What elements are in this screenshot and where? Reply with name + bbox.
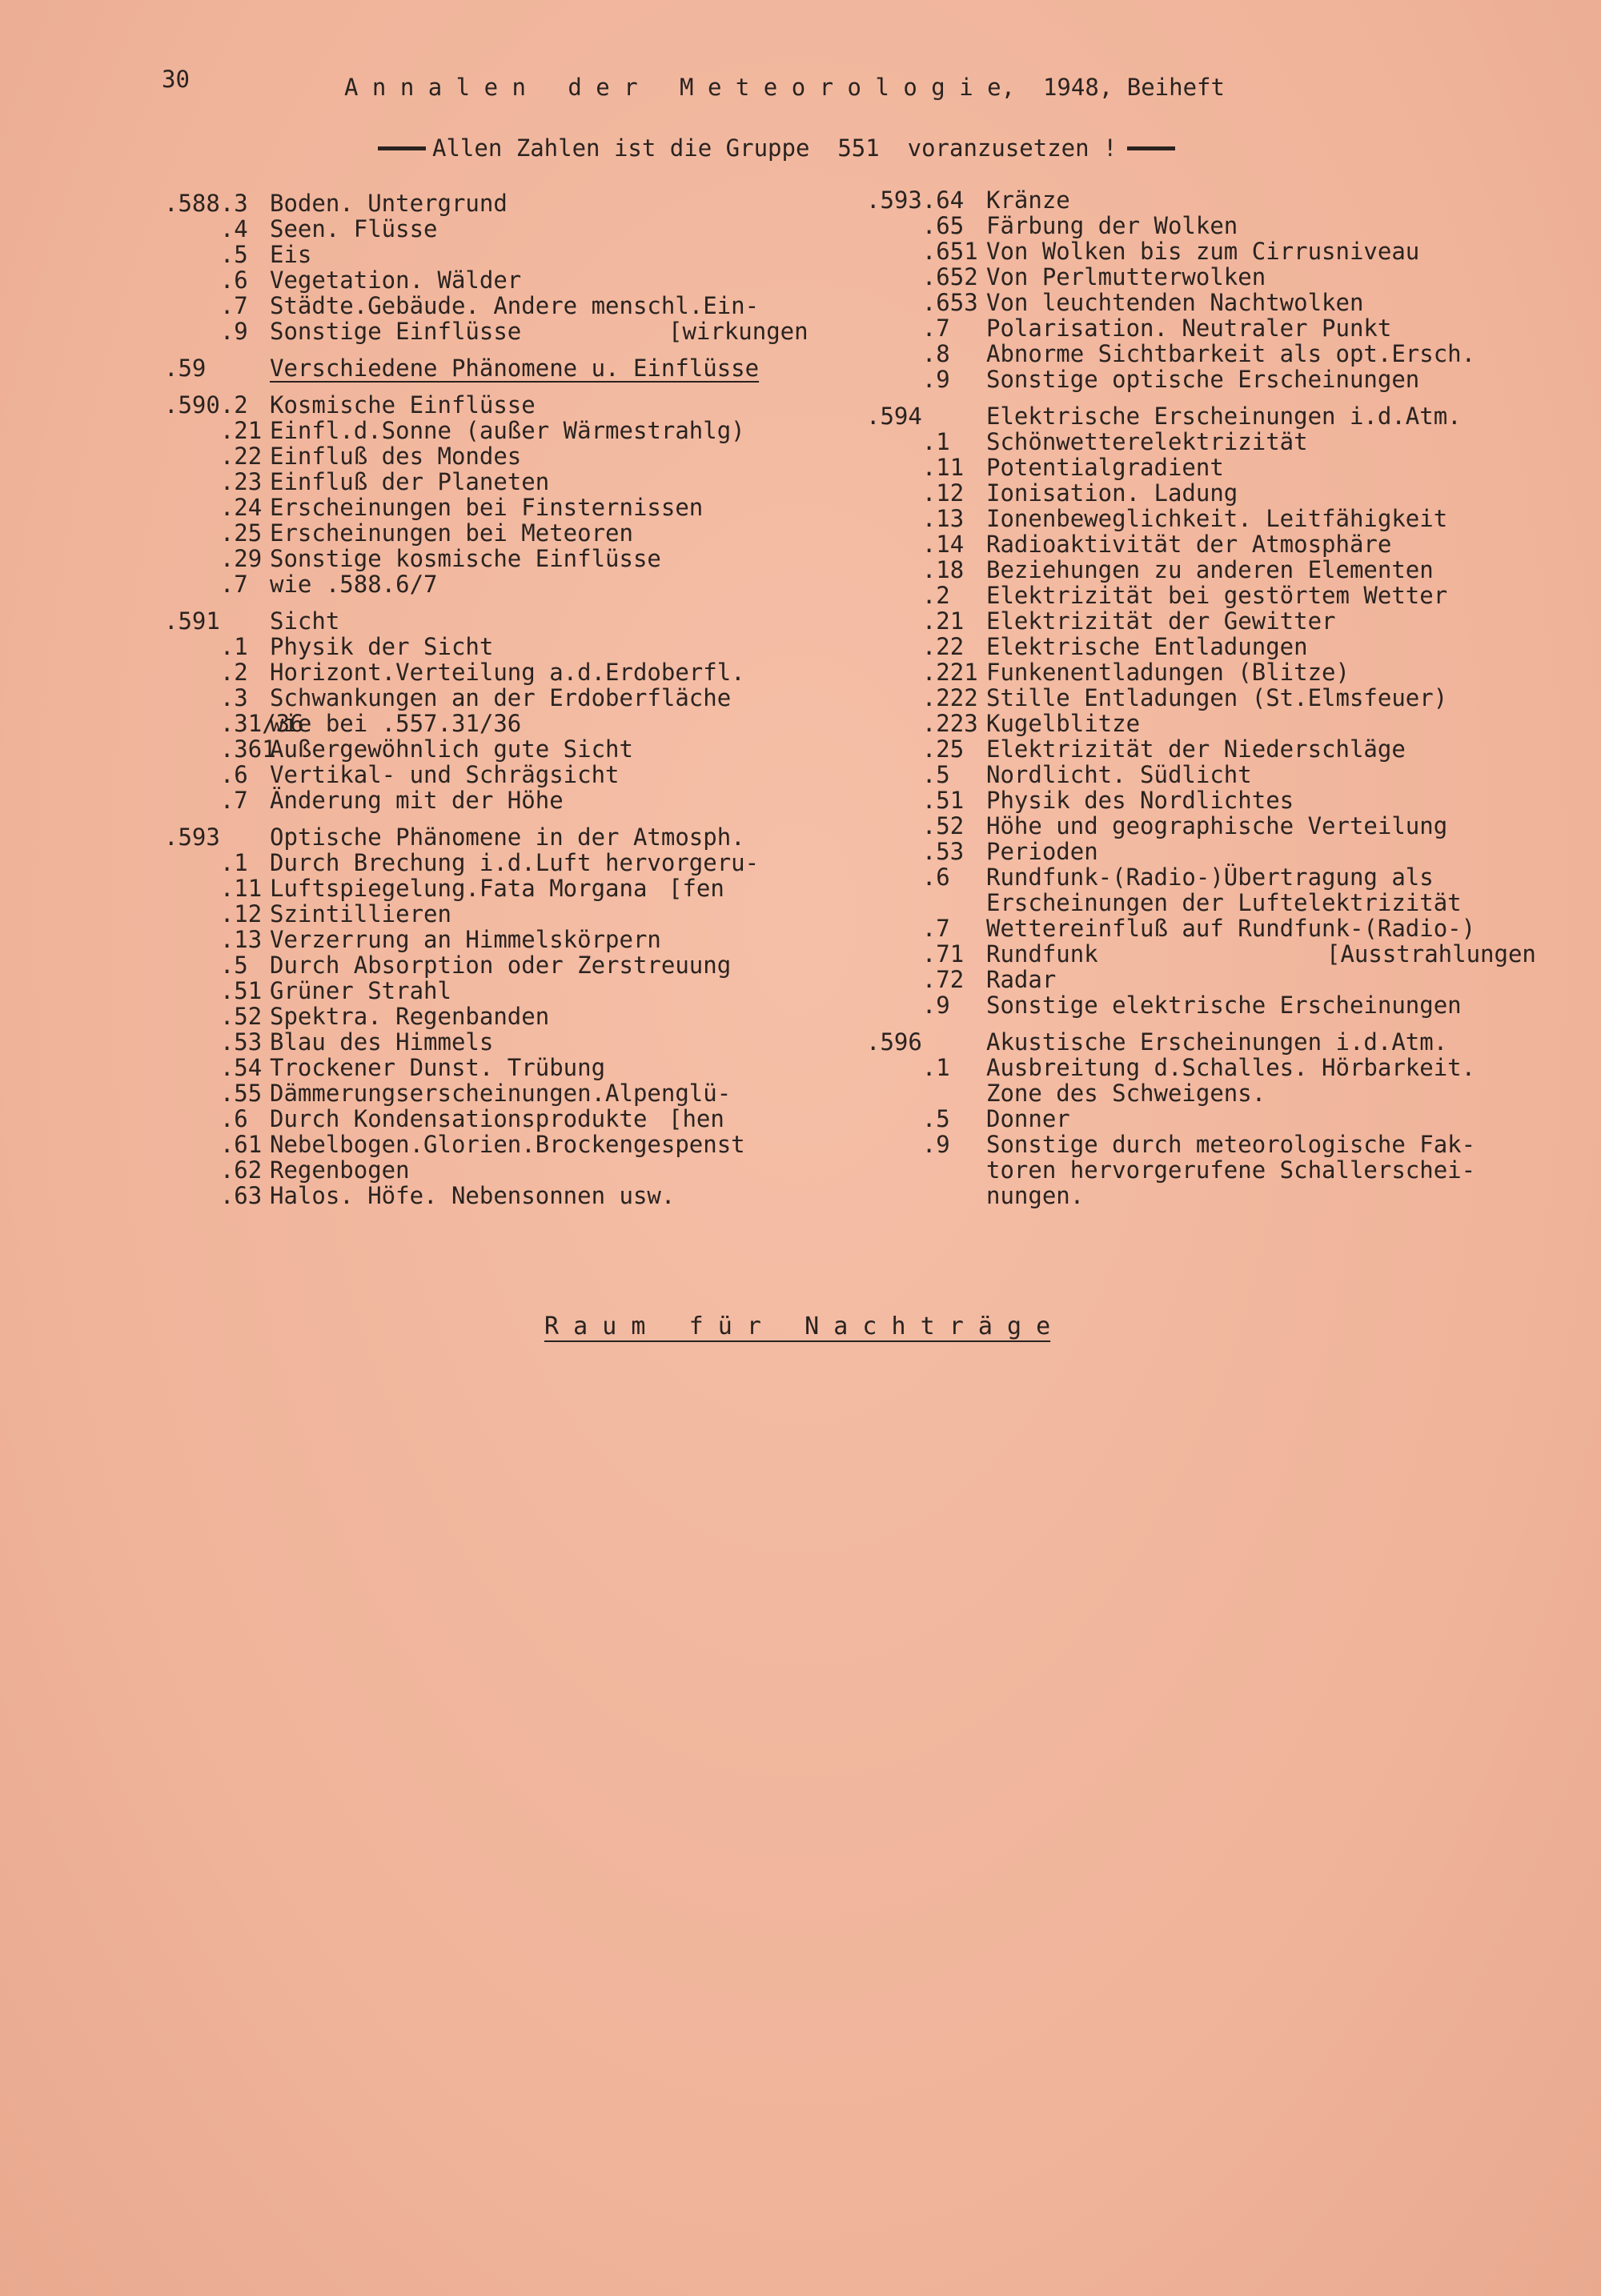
index-entry	[164, 1183, 829, 1208]
index-entry	[866, 403, 1531, 429]
index-entry	[866, 813, 1531, 839]
entry-code: .593	[164, 823, 220, 851]
entry-text: Erscheinungen bei Finsternissen	[270, 494, 704, 521]
entry-text: Von Wolken bis zum Cirrusniveau	[986, 238, 1420, 265]
section-gap	[164, 813, 829, 824]
entry-code: .21	[866, 607, 965, 635]
entry-text: Halos. Höfe. Nebensonnen usw.	[270, 1182, 676, 1209]
entry-text: Von Perlmutterwolken	[986, 263, 1266, 291]
entry-code: .4	[164, 215, 248, 242]
entry-text: Erscheinungen der Luftelektrizität	[986, 889, 1462, 916]
entry-code: .63	[164, 1182, 263, 1209]
running-title: A n n a l e n d e r M e t e o r o l o g i e, 1948, Beiheft	[344, 74, 1225, 101]
entry-text: Änderung mit der Höhe	[270, 787, 564, 814]
entry-text: Seen. Flüsse	[270, 215, 438, 242]
entry-text: Dämmerungserscheinungen.Alpenglü-	[270, 1080, 732, 1107]
entry-continuation: [fen	[668, 875, 724, 902]
entry-text: Polarisation. Neutraler Punkt	[986, 315, 1392, 342]
entry-code: .1	[164, 849, 248, 876]
entry-code: .7	[164, 787, 248, 814]
index-entry	[164, 850, 829, 876]
entry-code: .51	[164, 977, 263, 1004]
entry-text: Kosmische Einflüsse	[270, 391, 536, 419]
index-entry	[164, 469, 829, 495]
entry-code: .62	[164, 1156, 263, 1184]
entry-code: .1	[866, 1054, 950, 1081]
entry-code: .24	[164, 494, 263, 521]
entry-code: .13	[164, 926, 263, 953]
entry-text: Boden. Untergrund	[270, 190, 508, 217]
section-gap	[164, 597, 829, 608]
entry-code: .71	[866, 940, 965, 968]
index-entry	[866, 264, 1531, 290]
index-entry	[866, 1106, 1531, 1132]
entry-text: wie bei .557.31/36	[270, 710, 522, 737]
entry-code: .590.2	[164, 391, 248, 419]
index-entry	[164, 495, 829, 520]
index-entry	[164, 685, 829, 711]
index-entry	[866, 315, 1531, 341]
index-entry	[164, 242, 829, 267]
entry-code: .11	[866, 454, 965, 481]
entry-text: Perioden	[986, 838, 1098, 865]
entry-code: .51	[866, 787, 965, 814]
index-entry	[866, 1183, 1531, 1208]
section-gap	[866, 392, 1531, 403]
index-entry	[866, 1132, 1531, 1157]
entry-code: .54	[164, 1054, 263, 1081]
entry-code: .6	[164, 266, 248, 294]
index-entry	[164, 634, 829, 659]
index-entry	[164, 1157, 829, 1183]
entry-text: Physik des Nordlichtes	[986, 787, 1294, 814]
index-entry	[866, 187, 1531, 213]
entry-code: .596	[866, 1028, 922, 1056]
entry-text: Ionenbeweglichkeit. Leitfähigkeit	[986, 505, 1448, 532]
entry-text: Szintillieren	[270, 900, 451, 928]
index-entry	[866, 1055, 1531, 1080]
entry-code: .223	[866, 710, 978, 737]
entry-code: .651	[866, 238, 978, 265]
index-entry	[866, 736, 1531, 762]
entry-code: .361	[164, 735, 276, 763]
right-column	[866, 186, 1536, 1209]
entry-code: .653	[866, 289, 978, 316]
entry-text: Von leuchtenden Nachtwolken	[986, 289, 1364, 316]
entry-text: Elektrizität der Gewitter	[986, 607, 1336, 635]
entry-text: Verzerrung an Himmelskörpern	[270, 926, 661, 953]
index-entry	[164, 1004, 829, 1029]
index-entry	[164, 787, 829, 813]
index-entry	[164, 1132, 829, 1157]
index-entry	[866, 940, 1536, 968]
entry-text: Luftspiegelung.Fata Morgana	[270, 875, 648, 902]
entry-text: Verschiedene Phänomene u. Einflüsse	[270, 355, 760, 382]
entry-text: Donner	[986, 1105, 1070, 1132]
entry-text: Ionisation. Ladung	[986, 479, 1238, 507]
index-entry	[866, 290, 1531, 315]
entry-code: .5	[164, 952, 248, 979]
entry-text: Elektrische Entladungen	[986, 633, 1308, 660]
index-entry	[866, 1157, 1531, 1183]
entry-code: .6	[164, 761, 248, 788]
index-entry	[164, 418, 829, 443]
entry-code: .61	[164, 1131, 263, 1158]
entry-text: Außergewöhnlich gute Sicht	[270, 735, 633, 763]
index-entry	[866, 711, 1531, 736]
entry-text: toren hervorgerufene Schallerschei-	[986, 1156, 1476, 1184]
index-entry	[164, 443, 829, 469]
index-entry	[164, 392, 829, 418]
entry-text: Rundfunk-(Radio-)Übertragung als	[986, 864, 1434, 891]
entry-continuation: [Ausstrahlungen	[1326, 940, 1536, 968]
section-gap	[866, 1018, 1531, 1029]
entry-code: .3	[164, 684, 248, 711]
entry-code: .12	[866, 479, 965, 507]
entry-code: .65	[866, 212, 965, 239]
entry-code: .222	[866, 684, 978, 711]
entry-code: .72	[866, 966, 965, 993]
entry-code: .52	[164, 1003, 263, 1030]
entry-text: Höhe und geographische Verteilung	[986, 812, 1448, 839]
entry-text: Akustische Erscheinungen i.d.Atm.	[986, 1028, 1448, 1056]
index-entry	[866, 238, 1531, 264]
index-entry	[866, 455, 1531, 480]
entry-code: .588.3	[164, 190, 248, 217]
entry-code: .55	[164, 1080, 263, 1107]
index-entry	[866, 916, 1531, 941]
entry-text: Erscheinungen bei Meteoren	[270, 519, 633, 547]
index-entry	[866, 480, 1531, 506]
entry-text: Kränze	[986, 186, 1070, 214]
entry-code: .11	[164, 875, 263, 902]
entry-text: Durch Absorption oder Zerstreuung	[270, 952, 732, 979]
entry-code: .22	[866, 633, 965, 660]
entry-code: .652	[866, 263, 978, 291]
index-entry	[164, 824, 829, 850]
index-entry	[866, 992, 1531, 1018]
index-entry	[164, 571, 829, 597]
entry-text: Blau des Himmels	[270, 1028, 494, 1056]
index-entry	[164, 927, 829, 952]
entry-code: .7	[866, 315, 950, 342]
index-entry	[164, 319, 829, 344]
entry-code: .1	[164, 633, 248, 660]
entry-code: .52	[866, 812, 965, 839]
entry-text: Elektrische Erscheinungen i.d.Atm.	[986, 403, 1462, 430]
section-gap	[164, 344, 829, 355]
left-column	[164, 190, 829, 1208]
entry-text: Abnorme Sichtbarkeit als opt.Ersch.	[986, 340, 1476, 367]
notice-right-rule	[1127, 146, 1175, 150]
index-entry	[164, 711, 829, 736]
index-entry	[164, 736, 829, 762]
entry-code: .9	[866, 992, 950, 1019]
entry-code: .18	[866, 556, 965, 583]
entry-code: .594	[866, 403, 922, 430]
entry-code: .6	[164, 1105, 248, 1132]
entry-text: Grüner Strahl	[270, 977, 451, 1004]
entry-code: .9	[866, 366, 950, 393]
entry-text: Nebelbogen.Glorien.Brockengespenst	[270, 1131, 745, 1158]
entry-code: .21	[164, 417, 263, 444]
entry-code: .53	[164, 1028, 263, 1056]
entry-code: .591	[164, 607, 220, 635]
entry-code: .2	[866, 582, 950, 609]
index-entry	[866, 429, 1531, 455]
addenda-heading: R a u m f ü r N a c h t r ä g e	[544, 1312, 1051, 1340]
index-entry	[164, 1080, 829, 1106]
entry-text: Rundfunk	[986, 940, 1098, 968]
entry-text: Spektra. Regenbanden	[270, 1003, 550, 1030]
entry-text: Durch Brechung i.d.Luft hervorgeru-	[270, 849, 760, 876]
notice-line	[378, 134, 1175, 162]
index-entry	[866, 557, 1531, 583]
entry-text: Beziehungen zu anderen Elementen	[986, 556, 1434, 583]
entry-text: nungen.	[986, 1182, 1085, 1209]
entry-text: Sonstige optische Erscheinungen	[986, 366, 1420, 393]
entry-text: Radioaktivität der Atmosphäre	[986, 531, 1392, 558]
entry-code: .59	[164, 355, 207, 382]
index-entry	[164, 355, 829, 381]
entry-text: Radar	[986, 966, 1057, 993]
index-entry	[866, 531, 1531, 557]
index-entry	[866, 367, 1531, 392]
entry-text: Trockener Dunst. Trübung	[270, 1054, 606, 1081]
entry-text: Zone des Schweigens.	[986, 1080, 1266, 1107]
index-entry	[866, 685, 1531, 711]
entry-code: .2	[164, 659, 248, 686]
entry-code: .9	[164, 318, 248, 345]
entry-text: Vertikal- und Schrägsicht	[270, 761, 620, 788]
entry-text: Potentialgradient	[986, 454, 1224, 481]
entry-text: Physik der Sicht	[270, 633, 494, 660]
entry-text: Wettereinfluß auf Rundfunk-(Radio-)	[986, 915, 1476, 942]
index-entry	[164, 952, 829, 978]
entry-text: Optische Phänomene in der Atmosph.	[270, 823, 745, 851]
entry-code: .9	[866, 1131, 950, 1158]
entry-text: Sonstige elektrische Erscheinungen	[986, 992, 1462, 1019]
index-entry	[866, 1029, 1531, 1055]
index-entry	[866, 890, 1531, 916]
entry-text: Sonstige kosmische Einflüsse	[270, 545, 661, 572]
entry-text: Eis	[270, 241, 312, 268]
index-entry	[164, 1055, 829, 1080]
entry-code: .8	[866, 340, 950, 367]
index-entry	[164, 267, 829, 293]
entry-code: .12	[164, 900, 263, 928]
entry-continuation: [wirkungen	[668, 318, 809, 345]
entry-text: wie .588.6/7	[270, 571, 438, 598]
entry-text: Regenbogen	[270, 1156, 410, 1184]
index-entry	[866, 1080, 1531, 1106]
index-entry	[164, 520, 829, 546]
entry-text: Sonstige durch meteorologische Fak-	[986, 1131, 1476, 1158]
index-entry	[866, 608, 1531, 634]
entry-text: Ausbreitung d.Schalles. Hörbarkeit.	[986, 1054, 1476, 1081]
entry-code: .5	[164, 241, 248, 268]
index-entry	[866, 583, 1531, 608]
index-entry	[866, 341, 1531, 367]
entry-code: .593.64	[866, 186, 965, 214]
index-entry	[164, 293, 829, 319]
entry-code: .221	[866, 659, 978, 686]
index-entry	[164, 762, 829, 787]
index-entry	[164, 1106, 829, 1132]
entry-code: .5	[866, 1105, 950, 1132]
notice-text: Allen Zahlen ist die Gruppe 551 voranzusetzen !	[432, 134, 1117, 162]
index-entry	[164, 876, 829, 901]
entry-text: Einfluß des Mondes	[270, 443, 522, 470]
index-entry	[164, 1029, 829, 1055]
entry-text: Elektrizität der Niederschläge	[986, 735, 1406, 763]
index-entry	[866, 839, 1531, 864]
index-entry	[866, 762, 1531, 787]
entry-code: .31/36	[164, 710, 304, 737]
index-entry	[866, 967, 1531, 992]
entry-code: .7	[164, 292, 248, 319]
index-entry	[164, 546, 829, 571]
entry-text: Schönwetterelektrizität	[986, 428, 1308, 455]
entry-text: Horizont.Verteilung a.d.Erdoberfl.	[270, 659, 745, 686]
entry-code: .7	[164, 571, 248, 598]
notice-left-rule	[378, 146, 426, 150]
index-entry	[164, 608, 829, 634]
index-entry	[866, 506, 1531, 531]
index-entry	[164, 216, 829, 242]
entry-code: .13	[866, 505, 965, 532]
index-entry	[164, 978, 829, 1004]
entry-text: Stille Entladungen (St.Elmsfeuer)	[986, 684, 1448, 711]
entry-code: .6	[866, 864, 950, 891]
entry-text: Einfluß der Planeten	[270, 468, 550, 495]
entry-code: .23	[164, 468, 263, 495]
entry-code: .1	[866, 428, 950, 455]
entry-text: Funkenentladungen (Blitze)	[986, 659, 1350, 686]
entry-text: Städte.Gebäude. Andere menschl.Ein-	[270, 292, 760, 319]
entry-text: Färbung der Wolken	[986, 212, 1238, 239]
page-number: 30	[162, 66, 190, 93]
index-entry	[164, 190, 829, 216]
entry-code: .25	[164, 519, 263, 547]
entry-code: .53	[866, 838, 965, 865]
index-entry	[866, 659, 1531, 685]
entry-text: Vegetation. Wälder	[270, 266, 522, 294]
index-entry	[866, 634, 1531, 659]
entry-text: Durch Kondensationsprodukte	[270, 1105, 648, 1132]
entry-code: .14	[866, 531, 965, 558]
entry-text: Schwankungen an der Erdoberfläche	[270, 684, 732, 711]
entry-text: Einfl.d.Sonne (außer Wärmestrahlg)	[270, 417, 745, 444]
entry-continuation: [hen	[668, 1105, 724, 1132]
entry-text: Sicht	[270, 607, 340, 635]
index-entry	[866, 864, 1531, 890]
index-entry	[164, 659, 829, 685]
entry-text: Nordlicht. Südlicht	[986, 761, 1252, 788]
entry-code: .29	[164, 545, 263, 572]
entry-code: .5	[866, 761, 950, 788]
index-entry	[164, 901, 829, 927]
entry-code: .25	[866, 735, 965, 763]
index-entry	[866, 213, 1531, 238]
entry-code: .7	[866, 915, 950, 942]
index-entry	[866, 787, 1531, 813]
section-gap	[164, 381, 829, 392]
entry-code: .22	[164, 443, 263, 470]
entry-text: Kugelblitze	[986, 710, 1141, 737]
entry-text: Elektrizität bei gestörtem Wetter	[986, 582, 1448, 609]
entry-text: Sonstige Einflüsse	[270, 318, 522, 345]
